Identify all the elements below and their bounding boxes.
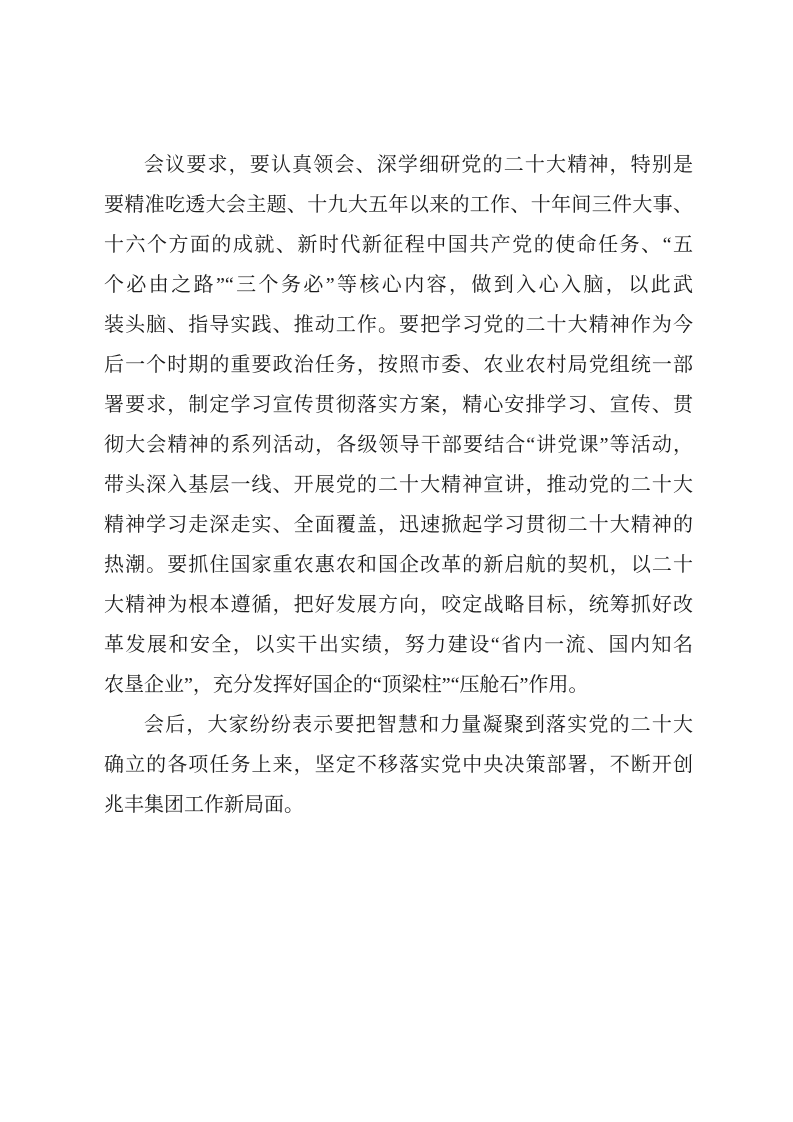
- text-line: 十六个方面的成就、新时代新征程中国共产党的使命任务、“五: [104, 234, 693, 256]
- text-line: 带头深入基层一线、开展党的二十大精神宣讲，推动党的二十大: [104, 474, 693, 496]
- text-line: 后一个时期的重要政治任务，按照市委、农业农村局党组统一部: [104, 354, 693, 376]
- text-line: 精神学习走深走实、全面覆盖，迅速掀起学习贯彻二十大精神的: [104, 514, 693, 536]
- text-line: 革发展和安全，以实干出实绩，努力建设“省内一流、国内知名: [104, 634, 693, 656]
- text-line: 热潮。要抓住国家重农惠农和国企改革的新启航的契机，以二十: [104, 554, 693, 576]
- text-line: 装头脑、指导实践、推动工作。要把学习党的二十大精神作为今: [104, 314, 693, 336]
- text-line: 兆丰集团工作新局面。: [104, 794, 304, 816]
- paragraph-2: [104, 705, 693, 825]
- text-line: 个必由之路”“三个务必”等核心内容，做到入心入脑，以此武: [104, 274, 693, 296]
- text-line: 署要求，制定学习宣传贯彻落实方案，精心安排学习、宣传、贯: [104, 394, 693, 416]
- text-line: 大精神为根本遵循，把好发展方向，咬定战略目标，统筹抓好改: [104, 594, 693, 616]
- paragraph-1: [104, 145, 693, 705]
- text-line: 会后，大家纷纷表示要把智慧和力量凝聚到落实党的二十大: [144, 714, 693, 736]
- text-line: 要精准吃透大会主题、十九大五年以来的工作、十年间三件大事、: [104, 194, 693, 216]
- text-line: 农垦企业”，充分发挥好国企的“顶梁柱”“压舱石”作用。: [104, 674, 589, 696]
- text-line: 彻大会精神的系列活动，各级领导干部要结合“讲党课”等活动，: [104, 434, 693, 456]
- text-line: 会议要求，要认真领会、深学细研党的二十大精神，特别是: [144, 154, 693, 176]
- text-line: 确立的各项任务上来，坚定不移落实党中央决策部署，不断开创: [104, 754, 693, 776]
- document-body: [104, 145, 693, 825]
